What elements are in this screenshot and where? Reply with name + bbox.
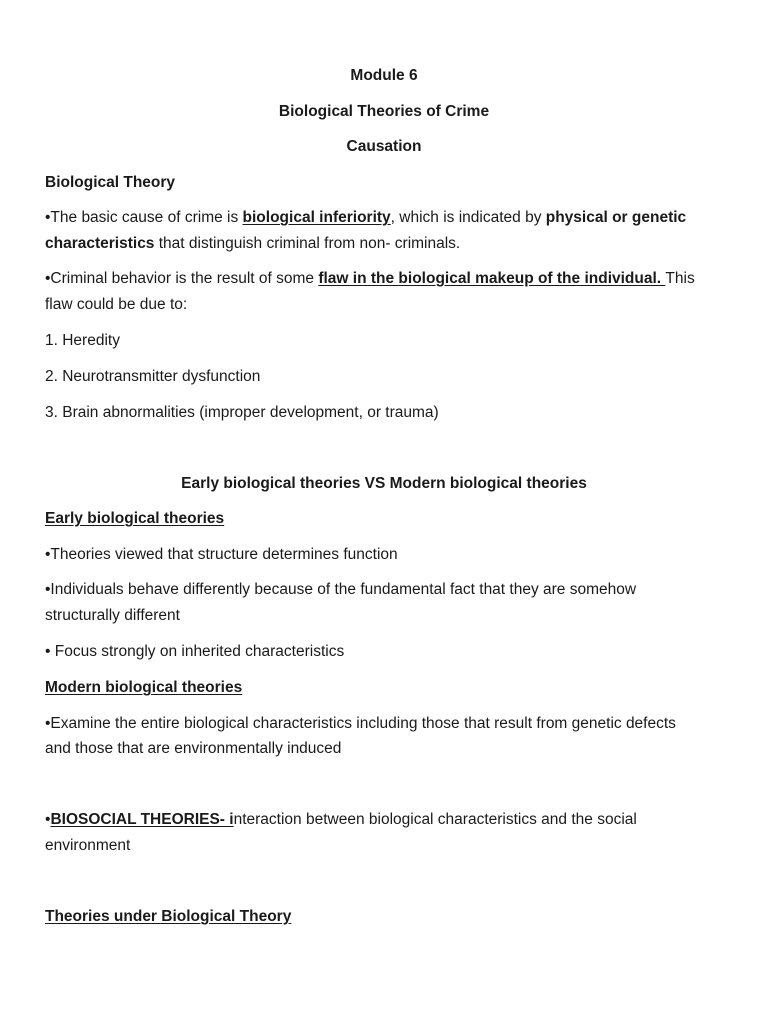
text-segment: that distinguish criminal from non- criminals. bbox=[154, 235, 461, 252]
early-bullet-behave-line2: structurally different bbox=[45, 607, 180, 624]
paragraph-criminal-behavior-line2: flaw could be due to: bbox=[45, 296, 188, 313]
paragraph-criminal-behavior-line1 bbox=[45, 266, 723, 291]
emphasis-flaw-biological-makeup: flaw in the biological makeup of the individual. bbox=[318, 270, 666, 287]
early-bullet-structure: •Theories viewed that structure determines function bbox=[45, 546, 398, 563]
modern-bullet-line1: •Examine the entire biological characteristics including those that result from genetic defects bbox=[45, 715, 676, 732]
list-item: 2. Neurotransmitter dysfunction bbox=[45, 368, 261, 385]
modern-bullet-line2: and those that are environmentally induced bbox=[45, 740, 342, 757]
biological-theory-heading: Biological Theory bbox=[45, 174, 176, 191]
text-segment: •The basic cause of crime is bbox=[45, 209, 243, 226]
text-segment: This bbox=[665, 270, 695, 287]
paragraph-basic-cause-line2 bbox=[45, 231, 723, 256]
bullet: • bbox=[45, 811, 51, 828]
comparison-heading: Early biological theories VS Modern biological theories bbox=[181, 475, 587, 492]
text-segment: •Criminal behavior is the result of some bbox=[45, 270, 319, 287]
paragraph-basic-cause-line1 bbox=[45, 205, 723, 230]
emphasis-characteristics: characteristics bbox=[45, 235, 155, 252]
emphasis-physical-genetic: physical or genetic bbox=[545, 209, 687, 226]
early-theories-heading: Early biological theories bbox=[45, 510, 225, 527]
text-segment: , which is indicated by bbox=[390, 209, 546, 226]
module-title: Module 6 bbox=[350, 67, 418, 84]
list-item: 3. Brain abnormalities (improper development, or trauma) bbox=[45, 404, 439, 421]
list-item: 1. Heredity bbox=[45, 332, 120, 349]
document-title: Biological Theories of Crime bbox=[278, 103, 490, 120]
emphasis-biological-inferiority: biological inferiority bbox=[242, 209, 391, 226]
biosocial-label: BIOSOCIAL THEORIES- i bbox=[50, 811, 234, 828]
theories-under-heading: Theories under Biological Theory bbox=[45, 908, 292, 925]
text-segment: nteraction between biological characteristics and the social bbox=[233, 811, 637, 828]
biosocial-line1 bbox=[45, 807, 723, 832]
early-bullet-behave-line1: •Individuals behave differently because of the fundamental fact that they are somehow bbox=[45, 581, 637, 598]
modern-theories-heading: Modern biological theories bbox=[45, 679, 243, 696]
section-causation: Causation bbox=[346, 138, 422, 155]
early-bullet-inherited: • Focus strongly on inherited characteristics bbox=[45, 643, 345, 660]
biosocial-line2: environment bbox=[45, 837, 131, 854]
